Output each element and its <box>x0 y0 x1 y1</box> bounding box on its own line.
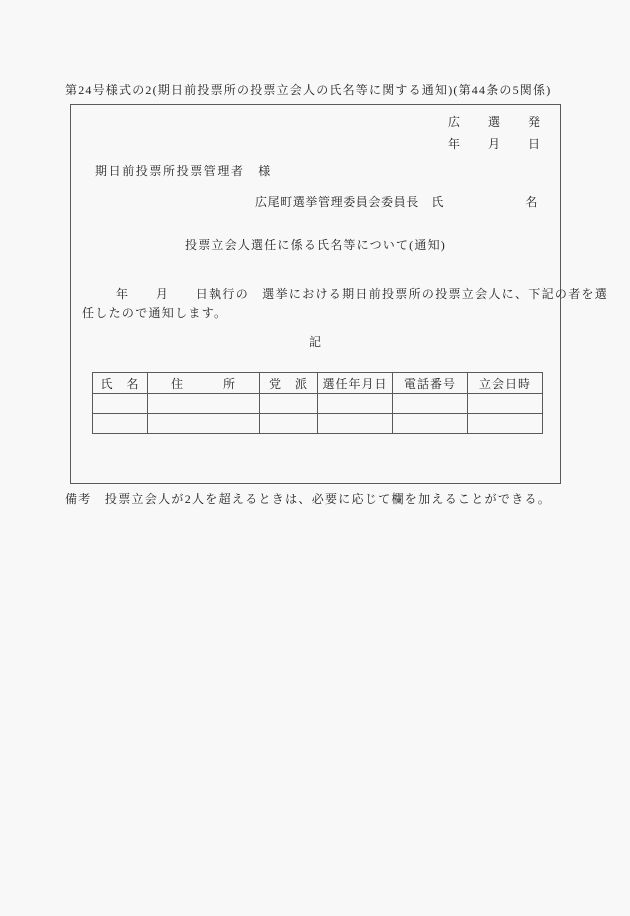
table-row <box>93 414 543 434</box>
table-cell <box>148 394 260 414</box>
issue-number-line <box>448 111 540 133</box>
date-char-month: 月 <box>487 137 500 151</box>
date-char-year: 年 <box>448 137 461 151</box>
header-party: 党 派 <box>260 373 318 394</box>
remarks-note: 備考 投票立会人が2人を超えるときは、必要に応じて欄を加えることができる。 <box>65 492 552 506</box>
header-address: 住 所 <box>148 373 260 394</box>
body-text-line2: 任したので通知します。 <box>82 306 228 320</box>
form-number-title: 第24号様式の2(期日前投票所の投票立会人の氏名等に関する通知)(第44条の5関係) <box>65 83 552 97</box>
sender-line <box>255 193 538 210</box>
table-cell <box>318 414 393 434</box>
table-cell <box>260 414 318 434</box>
table-row <box>93 394 543 414</box>
table-cell <box>260 394 318 414</box>
header-appointment-date: 選任年月日 <box>318 373 393 394</box>
header-attendance-datetime: 立会日時 <box>468 373 543 394</box>
table-header-row <box>93 373 543 394</box>
header-phone: 電話番号 <box>393 373 468 394</box>
table-cell <box>393 394 468 414</box>
table-cell <box>468 414 543 434</box>
issue-number-block <box>448 111 540 155</box>
form-border-box <box>70 104 609 484</box>
header-name: 氏 名 <box>93 373 148 394</box>
date-char-day: 日 <box>527 137 540 151</box>
issue-char-hiro: 広 <box>448 115 461 129</box>
issue-date-line <box>448 133 540 155</box>
issue-char-hatsu: 発 <box>527 115 540 129</box>
table-cell <box>148 414 260 434</box>
sender-name-suffix: 名 <box>525 195 538 209</box>
table-cell <box>393 414 468 434</box>
body-text-line1: 年 月 日執行の 選挙における期日前投票所の投票立会人に、下記の者を選 <box>116 287 609 301</box>
table-cell <box>93 414 148 434</box>
addressee-line: 期日前投票所投票管理者 様 <box>95 164 272 178</box>
document-subject: 投票立会人選任に係る氏名等について(通知) <box>185 238 446 252</box>
table-cell <box>468 394 543 414</box>
observer-roster-table <box>92 372 543 434</box>
table-cell <box>318 394 393 414</box>
record-marker: 記 <box>308 335 322 349</box>
table-cell <box>93 394 148 414</box>
sender-title-text: 広尾町選挙管理委員会委員長 氏 <box>255 195 445 209</box>
issue-char-sen: 選 <box>487 115 500 129</box>
